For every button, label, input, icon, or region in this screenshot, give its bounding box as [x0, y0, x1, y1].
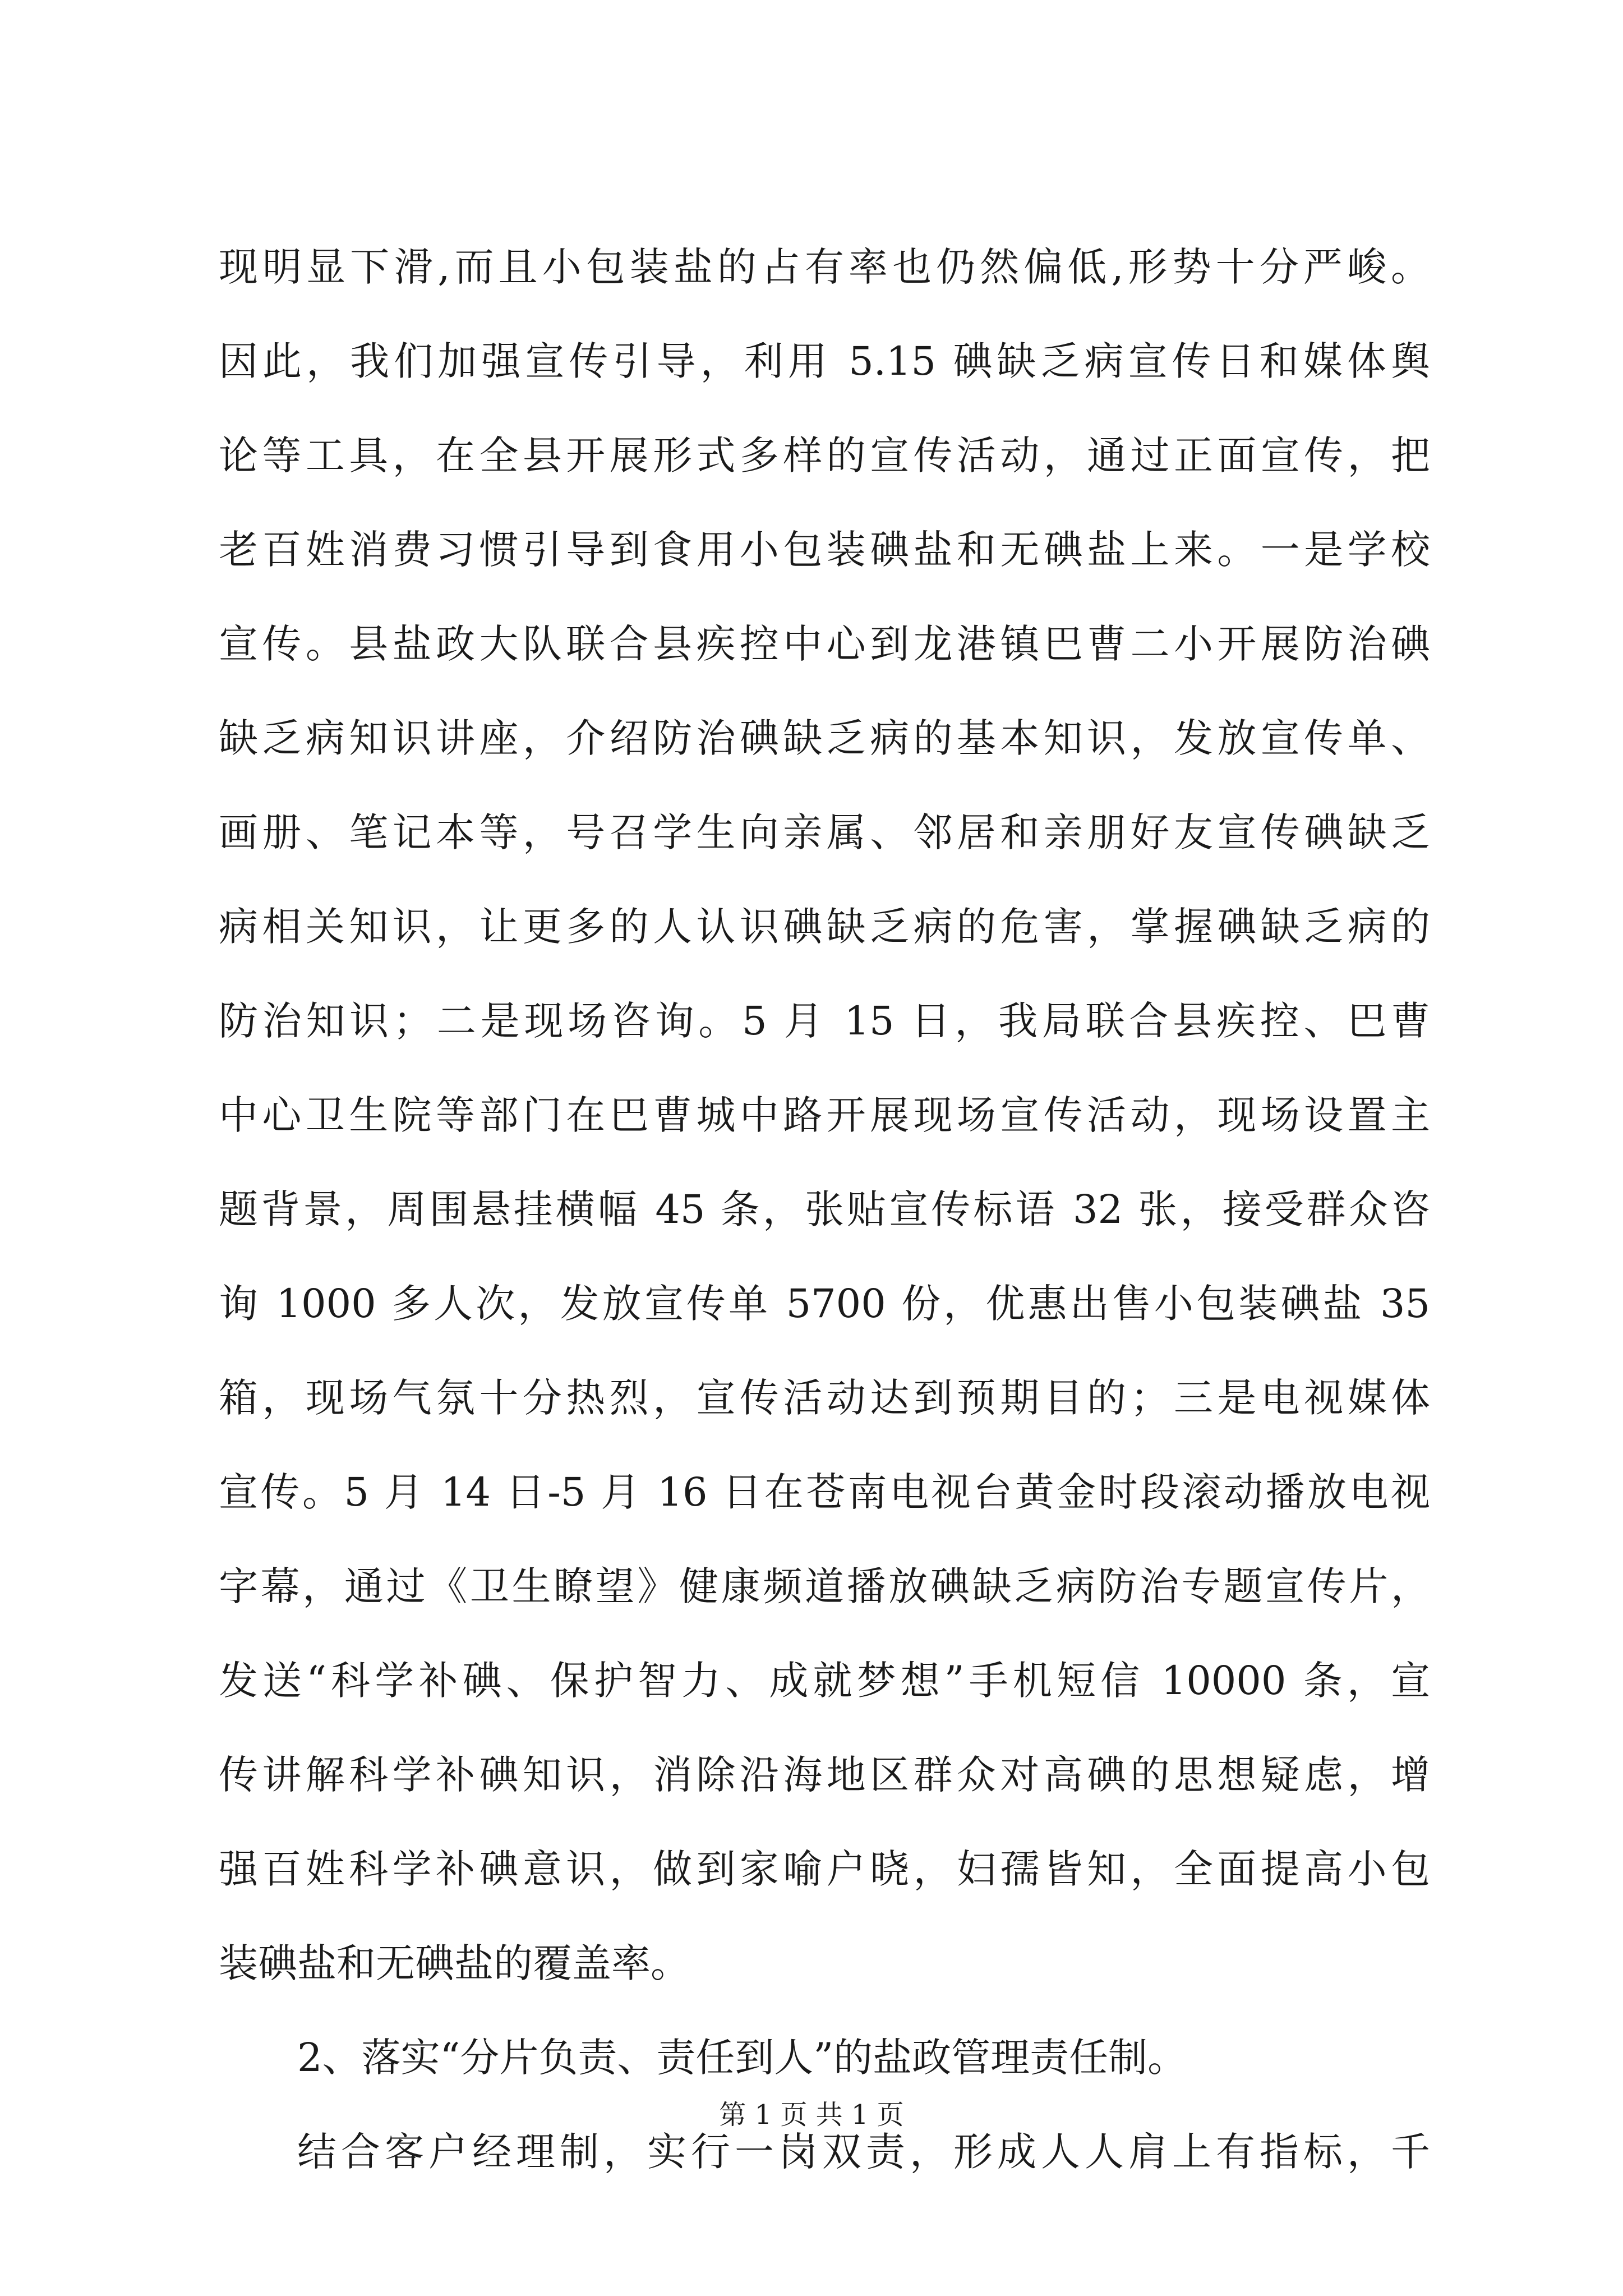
text-line-7: 画册、笔记本等，号召学生向亲属、邻居和亲朋好友宣传碘缺乏	[219, 809, 1430, 855]
text-line-11: 题背景，周围悬挂横幅 45 条，张贴宣传标语 32 张，接受群众咨	[219, 1186, 1430, 1232]
text-line-18: 强百姓科学补碘意识，做到家喻户晓，妇孺皆知，全面提高小包	[219, 1846, 1430, 1892]
text-line-8: 病相关知识，让更多的人认识碘缺乏病的危害，掌握碘缺乏病的	[219, 904, 1430, 950]
text-line-14: 宣传。5 月 14 日-5 月 16 日在苍南电视台黄金时段滚动播放电视	[219, 1469, 1430, 1515]
text-line-2: 因此，我们加强宣传引导，利用 5.15 碘缺乏病宣传日和媒体舆	[219, 338, 1430, 384]
text-line-10: 中心卫生院等部门在巴曹城中路开展现场宣传活动，现场设置主	[219, 1092, 1430, 1138]
text-line-3: 论等工具，在全县开展形式多样的宣传活动，通过正面宣传，把	[219, 432, 1430, 478]
text-line-9: 防治知识；二是现场咨询。5 月 15 日，我局联合县疾控、巴曹	[219, 998, 1430, 1044]
text-line-1: 现明显下滑,而且小包装盐的占有率也仍然偏低,形势十分严峻。	[219, 244, 1430, 290]
text-line-6: 缺乏病知识讲座，介绍防治碘缺乏病的基本知识，发放宣传单、	[219, 715, 1430, 761]
text-line-19: 装碘盐和无碘盐的覆盖率。	[219, 1940, 690, 1986]
section-heading: 2、落实“分片负责、责任到人”的盐政管理责任制。	[297, 2035, 1187, 2081]
text-line-17: 传讲解科学补碘知识，消除沿海地区群众对高碘的思想疑虑，增	[219, 1752, 1430, 1798]
text-line-5: 宣传。县盐政大队联合县疾控中心到龙港镇巴曹二小开展防治碘	[219, 621, 1430, 667]
page-number-footer: 第 1 页 共 1 页	[719, 2099, 904, 2131]
document-body	[219, 220, 1430, 2199]
text-line-16: 发送“科学补碘、保护智力、成就梦想”手机短信 10000 条，宣	[219, 1658, 1430, 1704]
text-line-15: 字幕，通过《卫生瞭望》健康频道播放碘缺乏病防治专题宣传片，	[219, 1563, 1430, 1609]
text-line-12: 询 1000 多人次，发放宣传单 5700 份，优惠出售小包装碘盐 35	[219, 1281, 1430, 1327]
text-line-4: 老百姓消费习惯引导到食用小包装碘盐和无碘盐上来。一是学校	[219, 527, 1430, 573]
text-line-13: 箱，现场气氛十分热烈，宣传活动达到预期目的；三是电视媒体	[219, 1375, 1430, 1421]
text-line-21: 结合客户经理制，实行一岗双责，形成人人肩上有指标，千	[297, 2129, 1430, 2175]
